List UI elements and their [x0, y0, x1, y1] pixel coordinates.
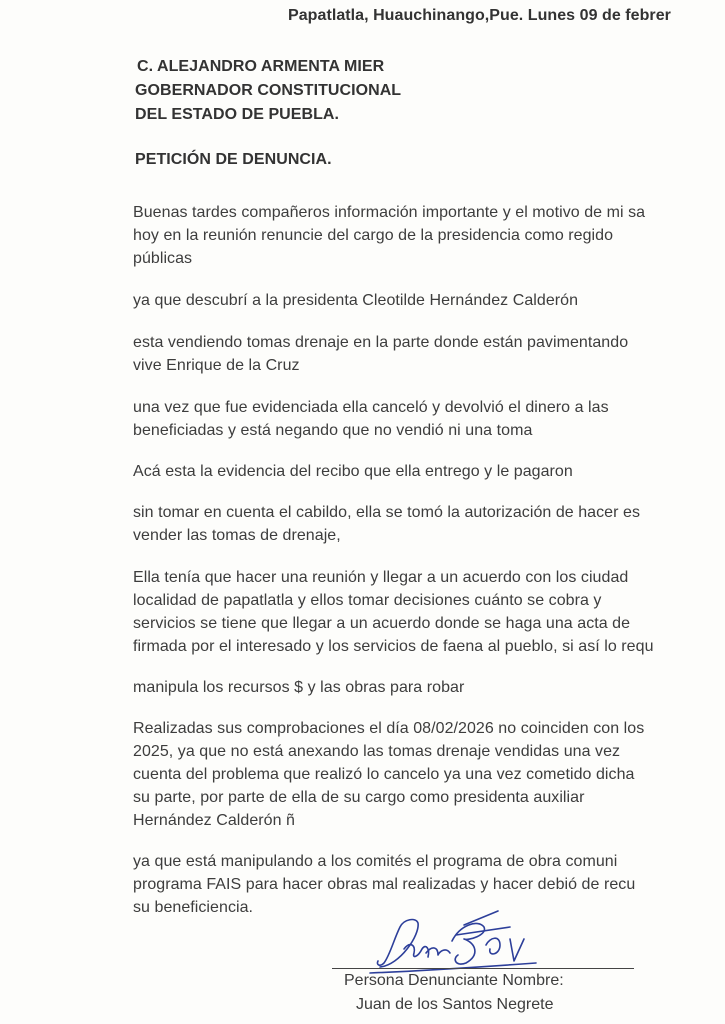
body-line: su parte, por parte de ella de su cargo como presidenta auxiliar [133, 789, 585, 806]
body-line: ya que descubrí a la presidenta Cleotilde Hernández Calderón [133, 292, 579, 309]
body-line: Realizadas sus comprobaciones el día 08/02/2026 no coinciden con los [133, 720, 645, 737]
body-line: manipula los recursos $ y las obras para robar [133, 679, 465, 696]
body-line: programa FAIS para hacer obras mal realizadas y hacer debió de recu [133, 876, 636, 893]
body-line: vender las tomas de drenaje, [133, 527, 341, 544]
body-line: firmada por el interesado y los servicios de faena al pueblo, si así lo requ [133, 638, 654, 655]
body-line: servicios se tiene que llegar a un acuerdo donde se haga una acta de [133, 615, 631, 632]
body-line: Acá esta la evidencia del recibo que ella entrego y le pagaron [133, 463, 573, 480]
addressee-line-3: DEL ESTADO DE PUEBLA. [135, 106, 340, 123]
body-line: vive Enrique de la Cruz [133, 357, 300, 374]
body-line: públicas [133, 250, 193, 267]
body-line: Ella tenía que hacer una reunión y llegar a un acuerdo con los ciudad [133, 569, 629, 586]
body-line: ya que está manipulando a los comités el programa de obra comuni [133, 853, 618, 870]
body-line: Hernández Calderón ñ [133, 812, 295, 829]
body-line: Buenas tardes compañeros información importante y el motivo de mi sa [133, 204, 646, 221]
signature-caption-name: Juan de los Santos Negrete [356, 996, 554, 1013]
body-line: su beneficiencia. [133, 899, 254, 916]
addressee-line-2: GOBERNADOR CONSTITUCIONAL [135, 82, 402, 99]
body-line: cuenta del problema que realizó lo cancelo ya una vez cometido dicha [133, 766, 635, 783]
body-line: sin tomar en cuenta el cabildo, ella se tomó la autorización de hacer es [133, 504, 640, 521]
subject-heading: PETICIÓN DE DENUNCIA. [135, 151, 332, 168]
signature-line [332, 968, 634, 969]
signature-caption-role: Persona Denunciante Nombre: [344, 972, 564, 989]
body-line: 2025, ya que no está anexando las tomas drenaje vendidas una vez [133, 743, 621, 760]
body-line: una vez que fue evidenciada ella canceló y devolvió el dinero a las [133, 399, 609, 416]
body-line: localidad de papatlatla y ellos tomar decisiones cuánto se cobra y [133, 592, 602, 609]
body-line: esta vendiendo tomas drenaje en la parte donde están pavimentando [133, 334, 629, 351]
body-line: hoy en la reunión renuncie del cargo de la presidencia como regido [133, 227, 614, 244]
place-date-header: Papatlatla, Huauchinango,Pue. Lunes 09 de febrer [288, 7, 671, 24]
body-line: beneficiadas y está negando que no vendió ni una toma [133, 422, 533, 439]
addressee-line-1: C. ALEJANDRO ARMENTA MIER [137, 58, 385, 75]
